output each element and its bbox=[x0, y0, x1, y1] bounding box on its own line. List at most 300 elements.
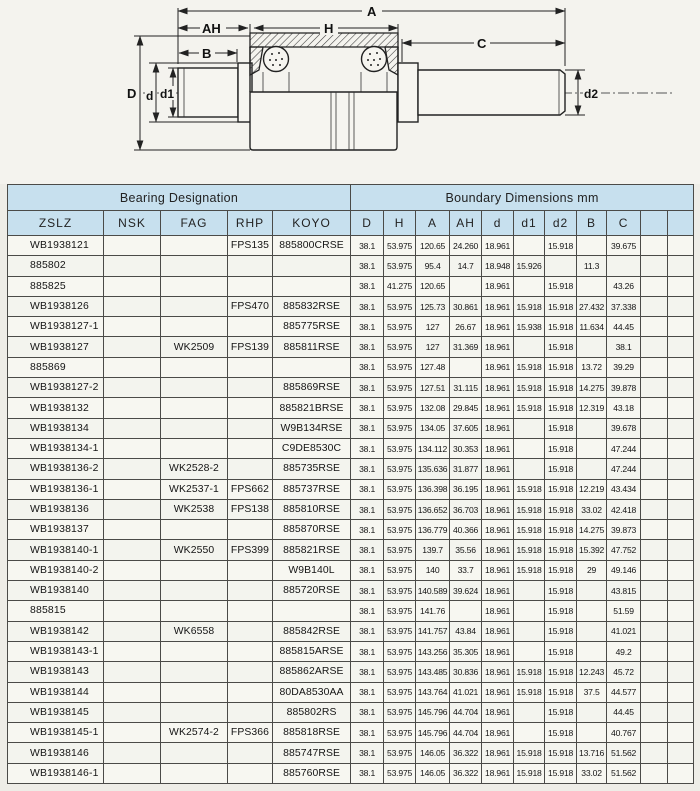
cell-ah: 29.845 bbox=[450, 398, 482, 418]
cell-b: 11.634 bbox=[577, 317, 607, 337]
cell-d: 38.1 bbox=[351, 682, 384, 702]
cell-nsk bbox=[104, 317, 161, 337]
cell-d1 bbox=[514, 601, 545, 621]
table-row bbox=[8, 601, 694, 621]
cell-blank-15 bbox=[668, 357, 694, 377]
cell-nsk bbox=[104, 378, 161, 398]
cell-d1 bbox=[514, 418, 545, 438]
cell-c: 43.434 bbox=[607, 479, 641, 499]
cell-d: 18.961 bbox=[482, 378, 514, 398]
cell-d2: 15.918 bbox=[545, 601, 577, 621]
cell-rhp bbox=[228, 763, 273, 783]
cell-c: 44.577 bbox=[607, 682, 641, 702]
cell-nsk bbox=[104, 662, 161, 682]
cell-b: 37.5 bbox=[577, 682, 607, 702]
cell-fag bbox=[161, 276, 228, 296]
cell-d: 38.1 bbox=[351, 398, 384, 418]
cell-c: 51.59 bbox=[607, 601, 641, 621]
cell-h: 53.975 bbox=[384, 317, 416, 337]
cell-a: 140 bbox=[416, 560, 450, 580]
cell-fag bbox=[161, 581, 228, 601]
cell-zslz: 885825 bbox=[8, 276, 104, 296]
cell-d1: 15.918 bbox=[514, 357, 545, 377]
bearing-table-section bbox=[0, 184, 700, 784]
cell-rhp: FPS138 bbox=[228, 499, 273, 519]
cell-h: 53.975 bbox=[384, 398, 416, 418]
cell-c: 49.2 bbox=[607, 641, 641, 661]
cell-d: 18.961 bbox=[482, 763, 514, 783]
cell-d: 38.1 bbox=[351, 296, 384, 316]
cell-nsk bbox=[104, 357, 161, 377]
table-row bbox=[8, 418, 694, 438]
cell-ah: 33.7 bbox=[450, 560, 482, 580]
cell-zslz: WB1938143 bbox=[8, 662, 104, 682]
cell-d: 18.961 bbox=[482, 337, 514, 357]
cell-rhp bbox=[228, 520, 273, 540]
cell-blank-14 bbox=[641, 398, 668, 418]
cell-ah: 43.84 bbox=[450, 621, 482, 641]
cell-zslz: 885869 bbox=[8, 357, 104, 377]
cell-d: 18.961 bbox=[482, 276, 514, 296]
cell-nsk bbox=[104, 418, 161, 438]
cell-fag: WK2509 bbox=[161, 337, 228, 357]
cell-zslz: 885815 bbox=[8, 601, 104, 621]
cell-koyo: W9B134RSE bbox=[273, 418, 351, 438]
cell-h: 53.975 bbox=[384, 418, 416, 438]
cell-koyo: C9DE8530C bbox=[273, 438, 351, 458]
cell-d2: 15.918 bbox=[545, 378, 577, 398]
cell-rhp bbox=[228, 256, 273, 276]
cell-a: 141.757 bbox=[416, 621, 450, 641]
table-row bbox=[8, 296, 694, 316]
column-header-fag: FAG bbox=[161, 211, 228, 236]
cell-d2: 15.918 bbox=[545, 459, 577, 479]
cell-a: 127.48 bbox=[416, 357, 450, 377]
cell-fag bbox=[161, 256, 228, 276]
cell-c: 47.244 bbox=[607, 459, 641, 479]
cell-koyo: 885800CRSE bbox=[273, 236, 351, 256]
cell-blank-15 bbox=[668, 499, 694, 519]
cell-nsk bbox=[104, 763, 161, 783]
cell-fag bbox=[161, 641, 228, 661]
cell-zslz: WB1938136-2 bbox=[8, 459, 104, 479]
cell-blank-14 bbox=[641, 520, 668, 540]
cell-rhp: FPS135 bbox=[228, 236, 273, 256]
cell-a: 143.485 bbox=[416, 662, 450, 682]
column-header-a: A bbox=[416, 211, 450, 236]
cell-koyo: W9B140L bbox=[273, 560, 351, 580]
cell-c: 39.678 bbox=[607, 418, 641, 438]
cell-zslz: WB1938121 bbox=[8, 236, 104, 256]
cell-nsk bbox=[104, 581, 161, 601]
table-row bbox=[8, 256, 694, 276]
cell-rhp bbox=[228, 459, 273, 479]
cell-blank-15 bbox=[668, 276, 694, 296]
cell-koyo: 885760RSE bbox=[273, 763, 351, 783]
table-row bbox=[8, 479, 694, 499]
cell-blank-14 bbox=[641, 621, 668, 641]
cell-blank-14 bbox=[641, 337, 668, 357]
cell-blank-15 bbox=[668, 601, 694, 621]
cell-h: 53.975 bbox=[384, 479, 416, 499]
cell-d: 18.961 bbox=[482, 296, 514, 316]
cell-d2: 15.918 bbox=[545, 296, 577, 316]
cell-h: 53.975 bbox=[384, 236, 416, 256]
cell-d1: 15.918 bbox=[514, 499, 545, 519]
cell-b: 12.243 bbox=[577, 662, 607, 682]
cell-rhp bbox=[228, 560, 273, 580]
table-row bbox=[8, 743, 694, 763]
cell-ah: 24.260 bbox=[450, 236, 482, 256]
ball-bearing-left bbox=[264, 47, 289, 72]
cell-blank-15 bbox=[668, 763, 694, 783]
cell-d1 bbox=[514, 236, 545, 256]
cell-nsk bbox=[104, 499, 161, 519]
cell-d1 bbox=[514, 641, 545, 661]
cell-c: 49.146 bbox=[607, 560, 641, 580]
cell-nsk bbox=[104, 723, 161, 743]
cell-b: 33.02 bbox=[577, 499, 607, 519]
cell-d2: 15.918 bbox=[545, 236, 577, 256]
cell-d2 bbox=[545, 256, 577, 276]
cell-d1: 15.918 bbox=[514, 479, 545, 499]
cell-c: 47.244 bbox=[607, 438, 641, 458]
cell-a: 127 bbox=[416, 337, 450, 357]
cell-fag bbox=[161, 236, 228, 256]
cell-ah: 41.021 bbox=[450, 682, 482, 702]
cell-rhp: FPS470 bbox=[228, 296, 273, 316]
cell-koyo: 885747RSE bbox=[273, 743, 351, 763]
cell-ah: 40.366 bbox=[450, 520, 482, 540]
cell-koyo: 885821RSE bbox=[273, 540, 351, 560]
table-row bbox=[8, 540, 694, 560]
cell-d: 18.961 bbox=[482, 601, 514, 621]
cell-d1 bbox=[514, 702, 545, 722]
cell-koyo bbox=[273, 601, 351, 621]
cell-d2: 15.918 bbox=[545, 337, 577, 357]
dim-label-H: H bbox=[324, 21, 334, 36]
cell-blank-14 bbox=[641, 702, 668, 722]
cell-zslz: WB1938140-1 bbox=[8, 540, 104, 560]
cell-d2: 15.918 bbox=[545, 276, 577, 296]
cell-rhp: FPS366 bbox=[228, 723, 273, 743]
cell-nsk bbox=[104, 641, 161, 661]
cell-d: 38.1 bbox=[351, 317, 384, 337]
cell-d2: 15.918 bbox=[545, 540, 577, 560]
table-row bbox=[8, 662, 694, 682]
column-header-nsk: NSK bbox=[104, 211, 161, 236]
cell-ah: 30.836 bbox=[450, 662, 482, 682]
cell-b: 12.219 bbox=[577, 479, 607, 499]
column-header-h: H bbox=[384, 211, 416, 236]
cell-d: 38.1 bbox=[351, 499, 384, 519]
cell-d1: 15.918 bbox=[514, 398, 545, 418]
cell-nsk bbox=[104, 621, 161, 641]
cell-h: 53.975 bbox=[384, 662, 416, 682]
cell-d: 38.1 bbox=[351, 256, 384, 276]
cell-blank-14 bbox=[641, 459, 668, 479]
cell-blank-15 bbox=[668, 682, 694, 702]
cell-d: 18.961 bbox=[482, 317, 514, 337]
table-row bbox=[8, 581, 694, 601]
cell-ah: 30.861 bbox=[450, 296, 482, 316]
cell-fag: WK2574-2 bbox=[161, 723, 228, 743]
cell-a: 95.4 bbox=[416, 256, 450, 276]
cell-c: 47.752 bbox=[607, 540, 641, 560]
cell-ah: 35.56 bbox=[450, 540, 482, 560]
bearing-table bbox=[7, 184, 694, 784]
cell-d2: 15.918 bbox=[545, 520, 577, 540]
cell-blank-14 bbox=[641, 743, 668, 763]
cell-fag: WK2537-1 bbox=[161, 479, 228, 499]
column-header-blank-14 bbox=[641, 211, 668, 236]
cell-h: 53.975 bbox=[384, 357, 416, 377]
cell-koyo: 885821BRSE bbox=[273, 398, 351, 418]
cell-blank-14 bbox=[641, 357, 668, 377]
cell-b bbox=[577, 723, 607, 743]
cell-koyo: 885735RSE bbox=[273, 459, 351, 479]
cell-nsk bbox=[104, 398, 161, 418]
cell-fag bbox=[161, 317, 228, 337]
right-shaft bbox=[418, 70, 565, 115]
cell-blank-14 bbox=[641, 723, 668, 743]
cell-zslz: WB1938145-1 bbox=[8, 723, 104, 743]
column-header-koyo: KOYO bbox=[273, 211, 351, 236]
cell-d: 18.961 bbox=[482, 418, 514, 438]
cell-zslz: WB1938136 bbox=[8, 499, 104, 519]
cell-rhp bbox=[228, 357, 273, 377]
cell-b: 13.72 bbox=[577, 357, 607, 377]
cell-koyo: 885737RSE bbox=[273, 479, 351, 499]
cell-b: 14.275 bbox=[577, 378, 607, 398]
cell-blank-14 bbox=[641, 479, 668, 499]
cell-h: 53.975 bbox=[384, 763, 416, 783]
cell-d1: 15.918 bbox=[514, 682, 545, 702]
ball-bearing-right bbox=[362, 47, 387, 72]
cell-blank-14 bbox=[641, 256, 668, 276]
cell-ah: 44.704 bbox=[450, 723, 482, 743]
cell-a: 139.7 bbox=[416, 540, 450, 560]
cell-d1: 15.918 bbox=[514, 560, 545, 580]
dim-label-C: C bbox=[477, 36, 487, 51]
cell-koyo: 885832RSE bbox=[273, 296, 351, 316]
cell-koyo bbox=[273, 276, 351, 296]
cell-ah: 30.353 bbox=[450, 438, 482, 458]
cell-b bbox=[577, 276, 607, 296]
cell-koyo bbox=[273, 256, 351, 276]
cell-d: 18.961 bbox=[482, 702, 514, 722]
cell-d: 38.1 bbox=[351, 601, 384, 621]
cell-koyo: 885870RSE bbox=[273, 520, 351, 540]
table-row bbox=[8, 702, 694, 722]
cell-c: 44.45 bbox=[607, 317, 641, 337]
cell-nsk bbox=[104, 682, 161, 702]
cell-blank-15 bbox=[668, 256, 694, 276]
cell-d2: 15.918 bbox=[545, 621, 577, 641]
cell-d1: 15.918 bbox=[514, 763, 545, 783]
cell-d2: 15.918 bbox=[545, 317, 577, 337]
cell-d: 38.1 bbox=[351, 479, 384, 499]
cell-d: 18.961 bbox=[482, 662, 514, 682]
cell-d1 bbox=[514, 276, 545, 296]
column-header-c: C bbox=[607, 211, 641, 236]
cell-rhp bbox=[228, 621, 273, 641]
table-row bbox=[8, 499, 694, 519]
cell-koyo: 80DA8530AA bbox=[273, 682, 351, 702]
cell-fag bbox=[161, 601, 228, 621]
cell-d1 bbox=[514, 621, 545, 641]
cell-ah: 36.322 bbox=[450, 743, 482, 763]
cell-ah: 39.624 bbox=[450, 581, 482, 601]
cell-b: 12.319 bbox=[577, 398, 607, 418]
cell-rhp bbox=[228, 662, 273, 682]
cell-fag bbox=[161, 398, 228, 418]
cell-d: 18.961 bbox=[482, 743, 514, 763]
cell-rhp bbox=[228, 438, 273, 458]
table-row bbox=[8, 560, 694, 580]
cell-d: 38.1 bbox=[351, 743, 384, 763]
cell-koyo: 885869RSE bbox=[273, 378, 351, 398]
cell-fag: WK2538 bbox=[161, 499, 228, 519]
cell-h: 53.975 bbox=[384, 682, 416, 702]
cell-d1: 15.918 bbox=[514, 662, 545, 682]
cell-zslz: WB1938127 bbox=[8, 337, 104, 357]
cell-d: 38.1 bbox=[351, 520, 384, 540]
cell-d2: 15.918 bbox=[545, 438, 577, 458]
cell-fag bbox=[161, 662, 228, 682]
cell-d: 38.1 bbox=[351, 723, 384, 743]
cell-d: 18.961 bbox=[482, 641, 514, 661]
cell-fag bbox=[161, 763, 228, 783]
cell-fag: WK6558 bbox=[161, 621, 228, 641]
cell-rhp bbox=[228, 398, 273, 418]
cell-ah: 44.704 bbox=[450, 702, 482, 722]
cell-nsk bbox=[104, 256, 161, 276]
cell-rhp bbox=[228, 418, 273, 438]
cell-nsk bbox=[104, 743, 161, 763]
cell-fag bbox=[161, 702, 228, 722]
cell-nsk bbox=[104, 540, 161, 560]
cell-blank-14 bbox=[641, 601, 668, 621]
cell-d2: 15.918 bbox=[545, 479, 577, 499]
cell-rhp bbox=[228, 743, 273, 763]
cell-koyo: 885862ARSE bbox=[273, 662, 351, 682]
cell-zslz: WB1938136-1 bbox=[8, 479, 104, 499]
cell-ah: 36.195 bbox=[450, 479, 482, 499]
cell-d2: 15.918 bbox=[545, 581, 577, 601]
cell-ah bbox=[450, 276, 482, 296]
cell-zslz: WB1938127-1 bbox=[8, 317, 104, 337]
cell-blank-15 bbox=[668, 236, 694, 256]
cell-blank-14 bbox=[641, 276, 668, 296]
cell-b bbox=[577, 459, 607, 479]
cell-h: 41.275 bbox=[384, 276, 416, 296]
dim-label-B: B bbox=[202, 46, 212, 61]
cell-rhp bbox=[228, 317, 273, 337]
cell-d2: 15.918 bbox=[545, 723, 577, 743]
cell-h: 53.975 bbox=[384, 743, 416, 763]
cell-d1: 15.918 bbox=[514, 743, 545, 763]
table-row bbox=[8, 621, 694, 641]
cell-d2: 15.918 bbox=[545, 662, 577, 682]
cell-ah: 31.877 bbox=[450, 459, 482, 479]
cell-b bbox=[577, 581, 607, 601]
cell-nsk bbox=[104, 459, 161, 479]
cell-a: 134.05 bbox=[416, 418, 450, 438]
cell-d2: 15.918 bbox=[545, 560, 577, 580]
cell-zslz: WB1938134 bbox=[8, 418, 104, 438]
cell-d1 bbox=[514, 581, 545, 601]
cell-h: 53.975 bbox=[384, 438, 416, 458]
cell-ah: 31.115 bbox=[450, 378, 482, 398]
dim-label-d1: d1 bbox=[160, 87, 175, 101]
cell-d2: 15.918 bbox=[545, 418, 577, 438]
cell-d: 18.948 bbox=[482, 256, 514, 276]
cell-koyo: 885720RSE bbox=[273, 581, 351, 601]
cell-h: 53.975 bbox=[384, 621, 416, 641]
cell-koyo: 885842RSE bbox=[273, 621, 351, 641]
cell-rhp: FPS399 bbox=[228, 540, 273, 560]
cell-a: 146.05 bbox=[416, 763, 450, 783]
column-header-b: B bbox=[577, 211, 607, 236]
cell-d2: 15.918 bbox=[545, 763, 577, 783]
cell-blank-15 bbox=[668, 378, 694, 398]
cell-a: 136.779 bbox=[416, 520, 450, 540]
cell-zslz: WB1938127-2 bbox=[8, 378, 104, 398]
cell-b bbox=[577, 337, 607, 357]
cell-a: 143.764 bbox=[416, 682, 450, 702]
table-row bbox=[8, 438, 694, 458]
table-row bbox=[8, 317, 694, 337]
cell-a: 134.112 bbox=[416, 438, 450, 458]
cell-ah bbox=[450, 357, 482, 377]
table-row bbox=[8, 520, 694, 540]
column-header-blank-15 bbox=[668, 211, 694, 236]
cell-blank-15 bbox=[668, 723, 694, 743]
cell-d: 18.961 bbox=[482, 479, 514, 499]
cell-d: 18.961 bbox=[482, 236, 514, 256]
cell-zslz: WB1938142 bbox=[8, 621, 104, 641]
cell-b bbox=[577, 601, 607, 621]
cell-b bbox=[577, 641, 607, 661]
cell-blank-15 bbox=[668, 418, 694, 438]
cell-koyo: 885775RSE bbox=[273, 317, 351, 337]
cell-c bbox=[607, 256, 641, 276]
cell-h: 53.975 bbox=[384, 601, 416, 621]
cell-c: 42.418 bbox=[607, 499, 641, 519]
column-header-d2: d2 bbox=[545, 211, 577, 236]
cell-rhp: FPS662 bbox=[228, 479, 273, 499]
column-header-ah: AH bbox=[450, 211, 482, 236]
table-row bbox=[8, 459, 694, 479]
cell-h: 53.975 bbox=[384, 378, 416, 398]
cell-fag bbox=[161, 418, 228, 438]
cell-a: 120.65 bbox=[416, 276, 450, 296]
cell-blank-14 bbox=[641, 662, 668, 682]
cell-a: 132.08 bbox=[416, 398, 450, 418]
cell-blank-15 bbox=[668, 317, 694, 337]
cell-blank-14 bbox=[641, 682, 668, 702]
cell-nsk bbox=[104, 560, 161, 580]
cell-d1 bbox=[514, 459, 545, 479]
cell-zslz: WB1938146 bbox=[8, 743, 104, 763]
table-row bbox=[8, 723, 694, 743]
boundary-dimensions-group-header: Boundary Dimensions mm bbox=[351, 185, 694, 211]
cell-c: 41.021 bbox=[607, 621, 641, 641]
cell-koyo bbox=[273, 357, 351, 377]
cell-c: 45.72 bbox=[607, 662, 641, 682]
cell-d2: 15.918 bbox=[545, 682, 577, 702]
